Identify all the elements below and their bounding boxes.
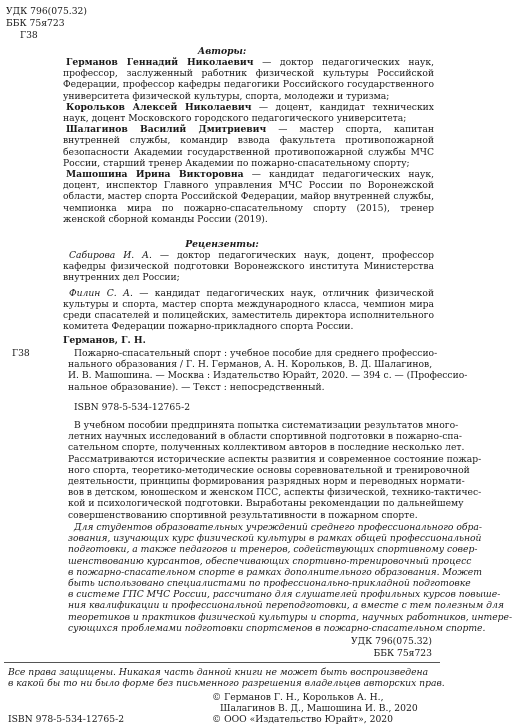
- reviewer-entry: [63, 288, 434, 333]
- abstract-line: кой и психологической подготовки. Выработаны рекомендации по дальнейшему: [68, 498, 464, 510]
- copyright-isbn: ISBN 978-5-534-12765-2: [8, 714, 125, 725]
- author-entry: [63, 124, 434, 169]
- copyright-line: © Германов Г. Н., Корольков А. Н.,: [212, 692, 384, 703]
- audience-line: теоретиков и практиков физической культуры и спорта, научных работников, интере-: [68, 611, 512, 623]
- audience-line: Для студентов образовательных учреждений среднего профессионального обра-: [74, 522, 482, 533]
- catalog-record: [68, 348, 468, 393]
- copyright-line: Шалагинов В. Д., Машошина И. В., 2020: [220, 703, 418, 715]
- catalog-line: нального образования / Г. Н. Германов, А. Н. Корольков, В. Д. Шалагинов,: [68, 359, 433, 371]
- copyright-line: © ООО «Издательство Юрайт», 2020: [212, 714, 393, 726]
- author-entry: [63, 57, 434, 102]
- catalog-line: И. В. Машошина. — Москва : Издательство Юрайт, 2020. — 394 с. — (Профессио-: [68, 370, 468, 382]
- audience-note: [68, 522, 512, 634]
- catalog-isbn: ISBN 978-5-534-12765-2: [74, 402, 191, 413]
- divider: [4, 662, 440, 663]
- abstract: [68, 420, 482, 521]
- catalog-code: Г38: [12, 348, 30, 359]
- rights-notice: [8, 667, 445, 690]
- abstract-line: сательном спорте, полученных коллективом авторов в последние несколько лет.: [68, 442, 465, 454]
- author-name: Шалагинов Василий Дмитриевич: [66, 124, 267, 136]
- reviewer-desc: — кандидат педагогических наук, отличник физической культуры и спорта, мастер спорта международного класса, чемпион мира среди спасателей и полицейских, заместитель директора исполнительного комитета Федерации пожарно-прикладного спорта России.: [63, 287, 434, 333]
- audience-line: зования, изучающих курс физической культуры в рамках общей профессиональной: [68, 533, 482, 545]
- abstract-line: ного спорта, теоретико-методические основы соревновательной и тренировочной: [68, 464, 470, 476]
- audience-line: в системе ГПС МЧС России, рассчитано для слушателей профильных курсов повыше-: [68, 589, 501, 601]
- author-sign: Г38: [20, 30, 38, 41]
- abstract-line: Рассматриваются исторические аспекты развития и современное состояние пожар-: [68, 453, 482, 465]
- author-name: Германов Геннадий Николаевич: [66, 57, 254, 68]
- abstract-line: совершенствованию спортивной результативности в пожарном спорте.: [68, 509, 418, 521]
- abstract-line: В учебном пособии предпринята попытка систематизации результатов много-: [74, 420, 459, 431]
- author-desc: — доцент, кандидат технических наук, доцент Московского городского педагогического университета;: [63, 101, 434, 125]
- reviewer-name: Филин С. А.: [69, 287, 133, 299]
- abstract-line: летних научных исследований в области спортивной подготовки в пожарно-спа-: [68, 431, 463, 443]
- authors-list: [63, 57, 434, 225]
- rights-line: Все права защищены. Никакая часть данной книги не может быть воспроизведена: [8, 667, 429, 678]
- author-entry: [63, 169, 434, 225]
- author-name: Корольков Алексей Николаевич: [66, 101, 252, 113]
- author-desc: — мастер спорта, капитан внутренней службы, командир взвода факультета противопожарной безопасности Академии государственной противопожарной службы МЧС России, старший тренер Академии по пожарно-спасательному спорту;: [63, 124, 434, 169]
- udk-code: УДК 796(075.32): [6, 6, 87, 17]
- footer-bbk: ББК 75я723: [373, 648, 432, 659]
- copyright-block: [212, 692, 418, 726]
- bbk-code: ББК 75я723: [6, 18, 65, 29]
- reviewer-desc: — доктор педагогических наук, доцент, профессор кафедры физической подготовки Воронежского института Министерства внутренних дел России;: [63, 250, 434, 284]
- authors-heading: Авторы:: [197, 46, 247, 57]
- reviewer-name: Сабирова И. А.: [69, 250, 152, 261]
- catalog-line: Пожарно-спасательный спорт : учебное пособие для среднего профессио-: [74, 348, 438, 359]
- catalog-author-heading: Германов, Г. Н.: [63, 335, 146, 346]
- abstract-line: деятельности, принципы формирования разрядных норм и переводных нормати-: [68, 476, 465, 488]
- author-desc: — доктор педагогических наук, профессор, заслуженный работник физической культуры Российской Федерации, профессор кафедры педагогики Российского государственного университета физической культуры, спорта, молодежи и туризма;: [63, 57, 434, 102]
- catalog-line: нальное образование). — Текст : непосредственный.: [68, 381, 325, 393]
- footer-udk: УДК 796(075.32): [351, 636, 432, 647]
- author-desc: — кандидат педагогических наук, доцент, инспектор Главного управления МЧС России по Воронежской области, мастер спорта Российской Федерации, майор внутренней службы, чемпионка мира по пожарно-спасательному спорту (2015), тренер женской сборной команды России (2019).: [63, 169, 435, 225]
- audience-line: ния квалификации и профессиональной переподготовки, а вместе с тем полезным для: [68, 600, 504, 612]
- audience-line: в пожарно-спасательном спорте в рамках дополнительного образования. Может: [68, 566, 482, 578]
- abstract-line: вов в детском, юношеском и женском ПСС, аспекты физической, технико-тактичес-: [68, 487, 482, 499]
- reviewer-entry: [63, 250, 434, 284]
- audience-line: быть использовано специалистами по профессионально-прикладной подготовке: [68, 578, 471, 590]
- reviewers-heading: Рецензенты:: [185, 239, 259, 250]
- audience-line: сующихся проблемами подготовки спортсменов в пожарно-спасательном спорте.: [68, 622, 486, 634]
- rights-line: в какой бы то ни было форме без письменного разрешения владельцев авторских прав.: [8, 678, 445, 690]
- author-name: Машошина Ирина Викторовна: [66, 169, 244, 181]
- audience-line: шенствованию курсантов, обеспечивающих спортивно-тренировочный процесс: [68, 555, 472, 567]
- reviewers-list: [63, 250, 434, 332]
- audience-line: подготовки, а также педагогов и тренеров, содействующих спортивному совер-: [68, 544, 478, 556]
- author-entry: [63, 102, 434, 124]
